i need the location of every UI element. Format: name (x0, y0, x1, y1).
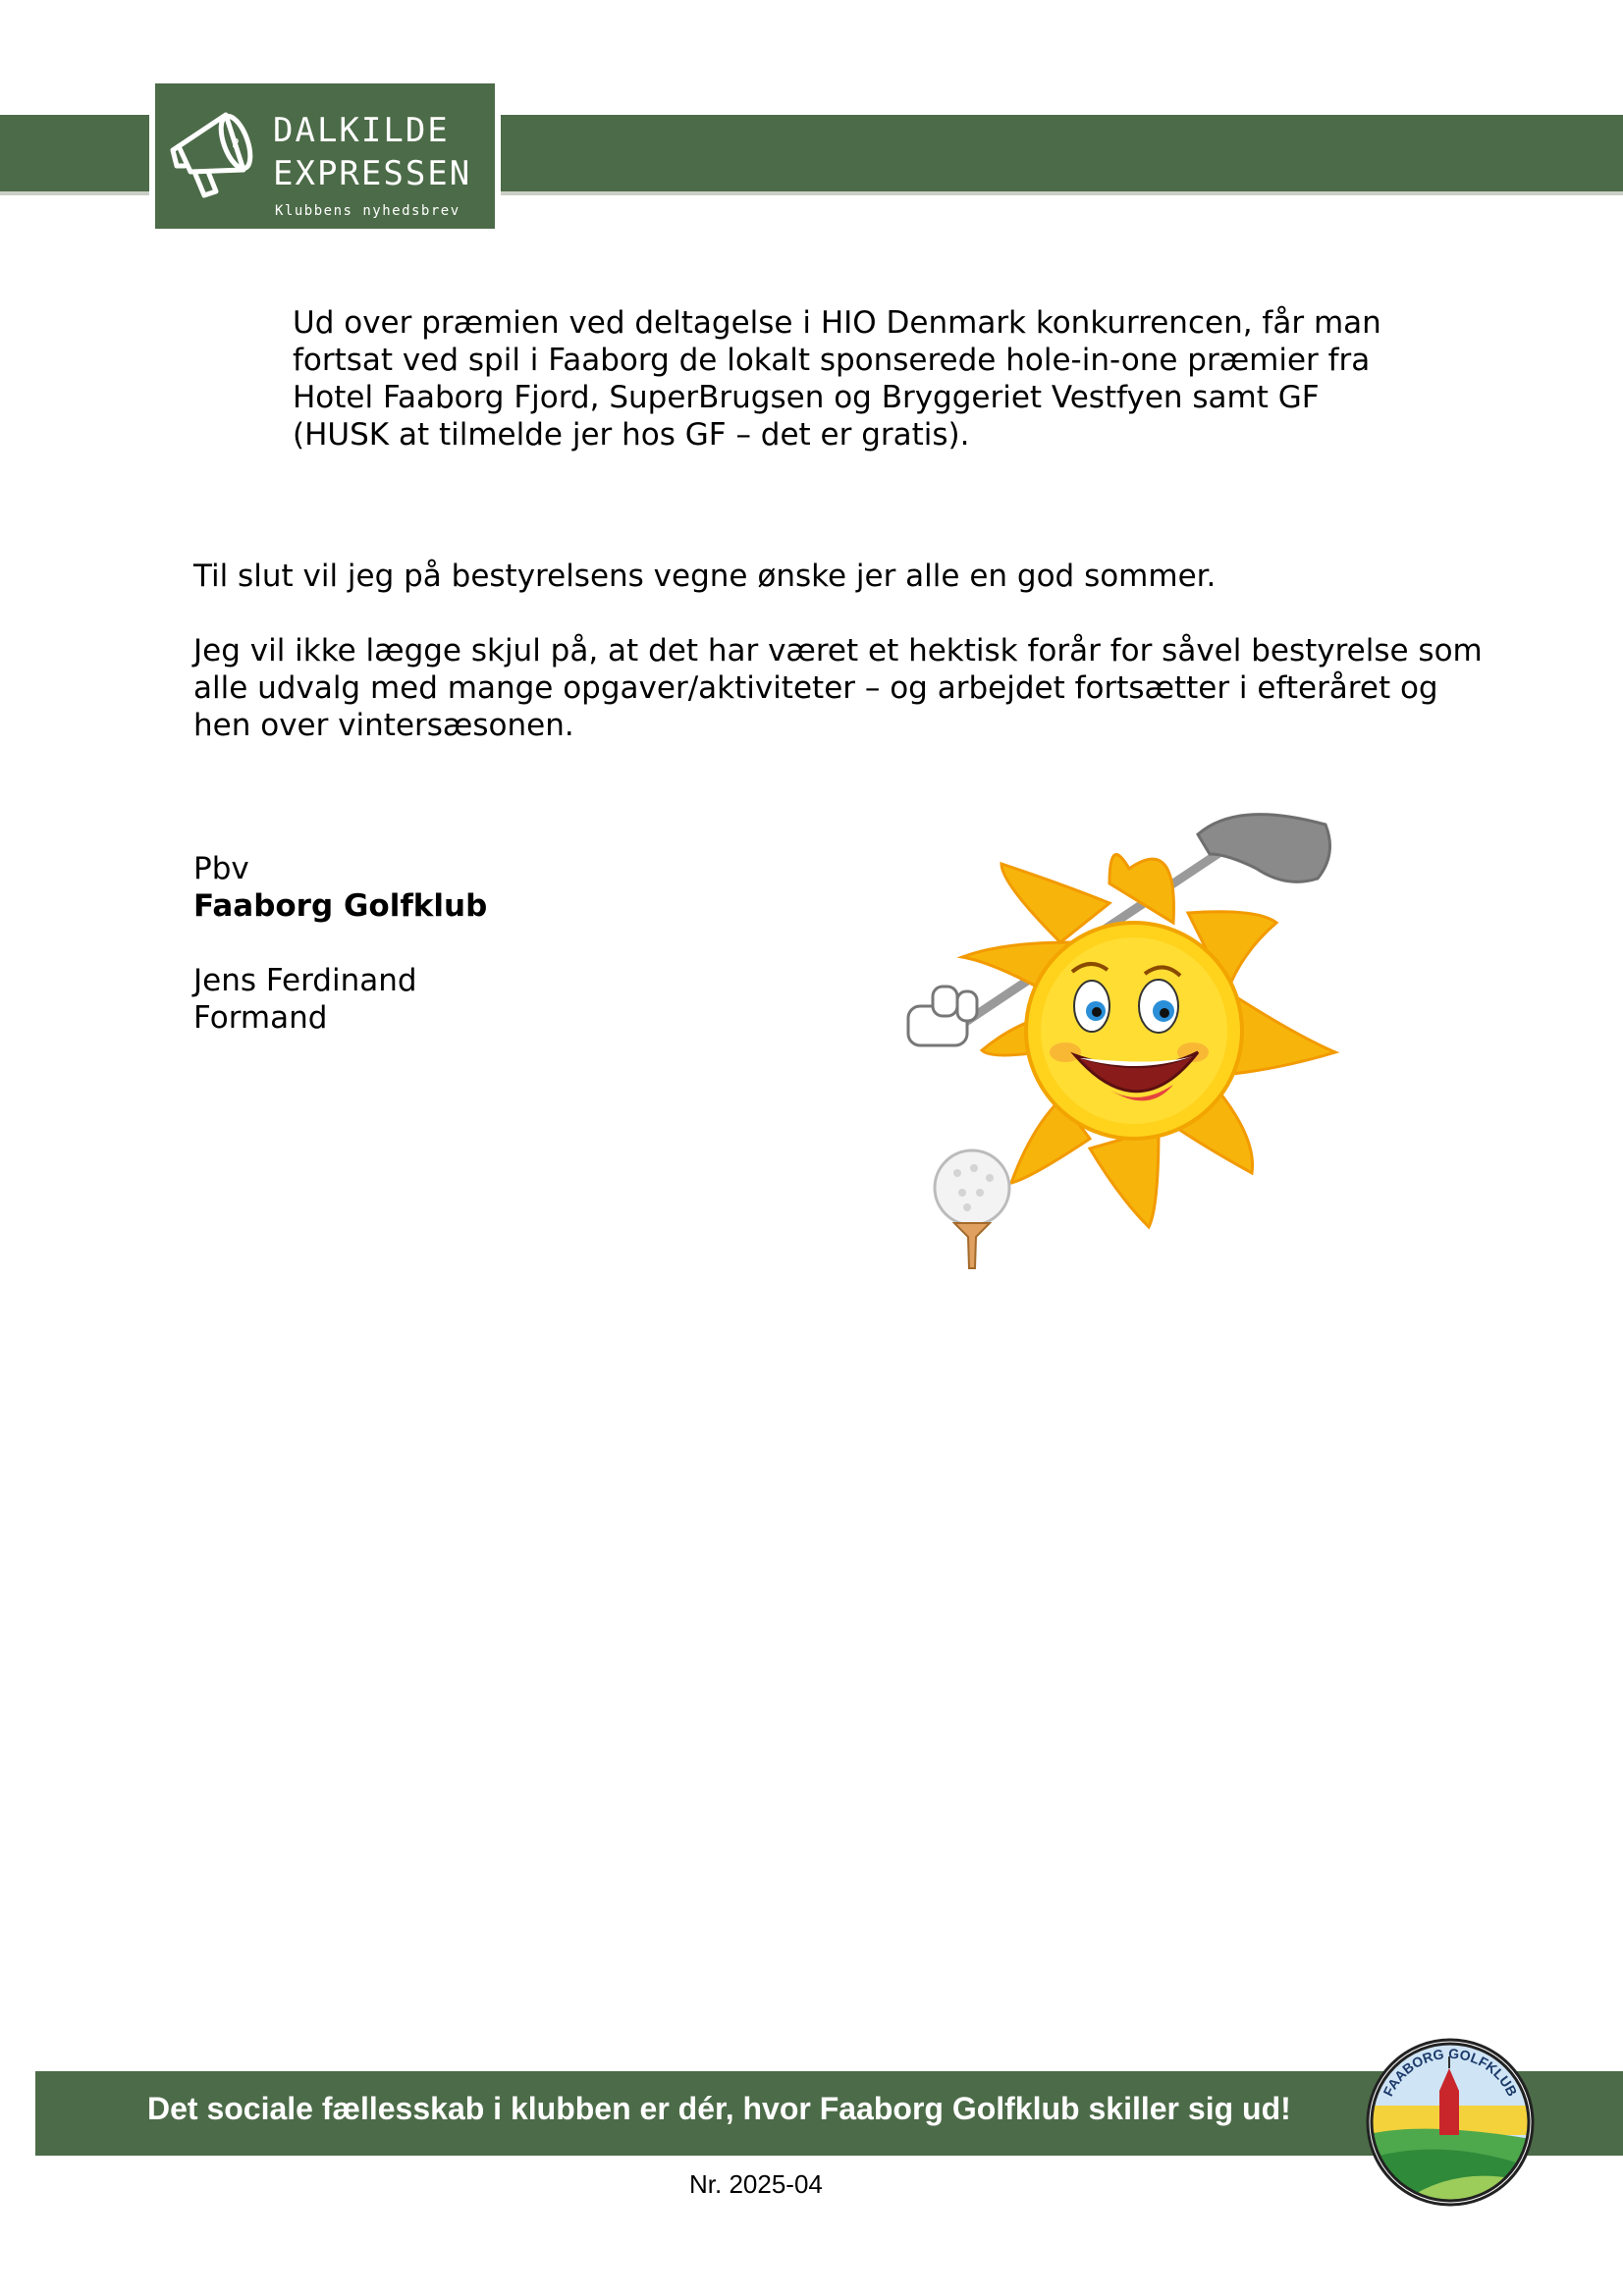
signature-name: Jens Ferdinand (193, 963, 417, 998)
signature-club: Faaborg Golfklub (193, 888, 488, 924)
paragraph-busy-spring: Jeg vil ikke lægge skjul på, at det har været et hektisk forår for såvel bestyrelse som alle udvalg med mange opgaver/aktiviteter – og arbejdet fortsætter i efteråret og hen over vintersæsonen. (193, 633, 1483, 743)
megaphone-icon (167, 101, 265, 199)
paragraph-hole-in-one: Ud over præmien ved deltagelse i HIO Denmark konkurrencen, får man fortsat ved spil i Faaborg de lokalt sponserede hole-in-one præmier fra Hotel Faaborg Fjord, SuperBrugsen og Bryggeriet Vestfyen samt GF (HUSK at tilmelde jer hos GF – det er gratis). (293, 305, 1381, 453)
issue-number: Nr. 2025-04 (689, 2169, 823, 2199)
logo-title-line1: DALKILDE (273, 111, 450, 150)
signature-title: Formand (193, 1000, 328, 1036)
paragraph-summer-greeting: Til slut vil jeg på bestyrelsens vegne ønske jer alle en god sommer. (193, 559, 1217, 594)
signature-block (193, 850, 487, 1037)
faaborg-golfklub-logo (1365, 2037, 1537, 2213)
footer-slogan: Det sociale fællesskab i klubben er dér, hvor Faaborg Golfklub skiller sig ud! (147, 2091, 1291, 2126)
club-logo-text: FAABORG GOLFKLUB (1380, 2045, 1521, 2099)
logo-subtitle: Klubbens nyhedsbrev (275, 203, 460, 219)
logo-title-line2: EXPRESSEN (273, 154, 472, 193)
signature-pbv: Pbv (193, 851, 249, 886)
newsletter-logo (155, 83, 495, 229)
svg-text:P: P (232, 136, 240, 150)
sun-golfer-icon (864, 795, 1355, 1290)
